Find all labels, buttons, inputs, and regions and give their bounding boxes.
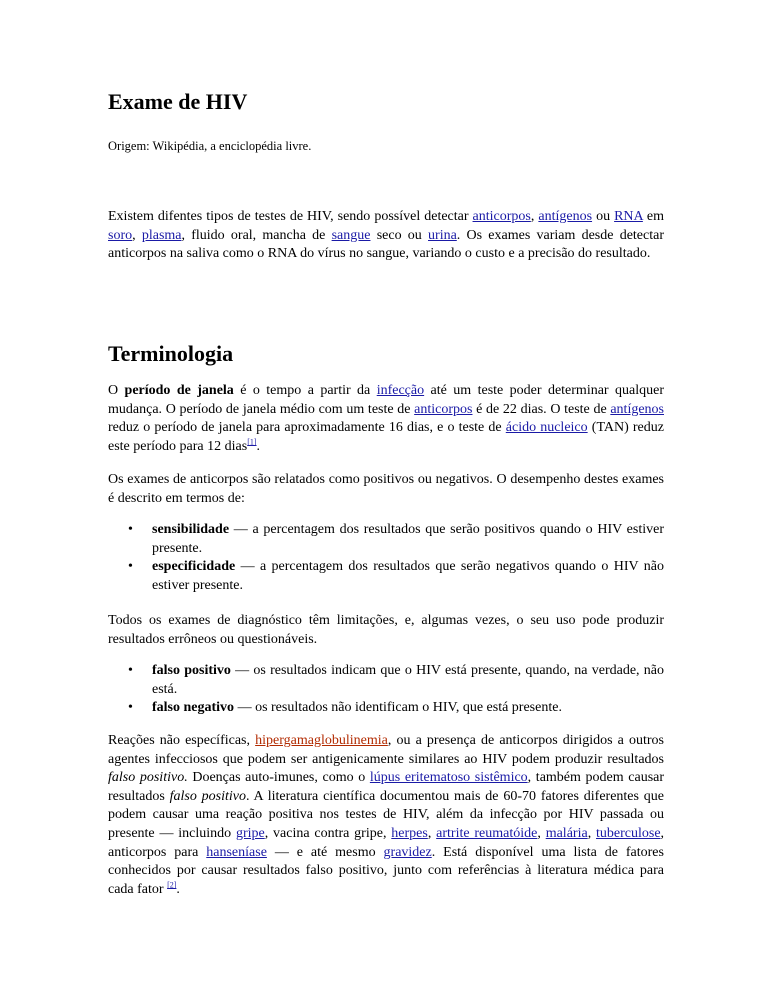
text: . bbox=[176, 881, 180, 897]
text: ou bbox=[592, 209, 615, 224]
link-hipergamaglobulinemia[interactable]: hipergamaglobulinemia bbox=[255, 733, 388, 748]
false-results-list bbox=[108, 662, 664, 718]
link-sangue[interactable]: sangue bbox=[331, 227, 371, 243]
text: , fluido oral, mancha de bbox=[181, 227, 332, 243]
link-herpes[interactable]: herpes bbox=[391, 825, 428, 841]
italic-text: falso positivo. bbox=[108, 770, 188, 786]
text: , ou a presença de anticorpos dirigidos a outros agentes infecciosos que podem ser antigenicamente similares ao HIV podem produzir resultados bbox=[108, 733, 664, 767]
link-infeccao[interactable]: infecção bbox=[376, 383, 425, 398]
section-heading-terminologia: Terminologia bbox=[108, 341, 234, 366]
bullet-icon: • bbox=[128, 559, 133, 575]
text: Doenças auto-imunes, como o bbox=[187, 770, 370, 786]
janela-paragraph bbox=[108, 382, 664, 456]
link-malaria[interactable]: malária bbox=[545, 825, 588, 841]
list-term: falso positivo bbox=[152, 663, 231, 678]
anticorpos-paragraph: Os exames de anticorpos são relatados como positivos ou negativos. O desempenho destes exames é descrito em termos de: bbox=[108, 472, 664, 506]
link-anticorpos-2[interactable]: anticorpos bbox=[414, 401, 473, 417]
list-desc: — a percentagem dos resultados que serão positivos quando o HIV estiver presente. bbox=[152, 522, 664, 556]
text: . Os exames variam desde detectar anticorpos na saliva como o RNA do vírus no sangue, variando o custo e a precisão do resultado. bbox=[108, 227, 664, 262]
text: . A literatura científica documentou mais de 60-70 fatores diferentes que podem causar uma reação positiva nos testes de HIV, além da infecção por HIV passada ou presente — incluindo bbox=[108, 788, 665, 841]
text: é o tempo a partir da bbox=[233, 383, 377, 398]
list-desc: — a percentagem dos resultados que serão negativos quando o HIV não estiver presente. bbox=[152, 559, 664, 593]
sensitivity-list bbox=[108, 521, 664, 595]
list-item bbox=[108, 558, 664, 595]
link-gripe[interactable]: gripe bbox=[235, 825, 265, 841]
link-soro[interactable]: soro bbox=[108, 227, 133, 243]
link-lupus[interactable]: lúpus eritematoso sistêmico bbox=[369, 770, 528, 786]
list-item bbox=[108, 521, 664, 558]
bullet-icon: • bbox=[128, 700, 133, 716]
text: O bbox=[108, 383, 125, 398]
link-artrite[interactable]: artrite reumatóide bbox=[436, 825, 538, 841]
list-desc: — os resultados indicam que o HIV está presente, quando, na verdade, não está. bbox=[152, 663, 664, 697]
list-desc: — os resultados não identificam o HIV, que está presente. bbox=[234, 700, 562, 716]
text: (TAN) reduz este período para 12 dias bbox=[108, 420, 664, 454]
limitacoes-paragraph: Todos os exames de diagnóstico têm limitações, e, algumas vezes, o seu uso pode produzir resultados errôneos ou questionáveis. bbox=[108, 613, 664, 647]
text: reduz o período de janela para aproximadamente 16 dias, e o teste de bbox=[108, 420, 506, 436]
italic-text: falso positivo bbox=[169, 788, 246, 804]
list-term: especificidade bbox=[152, 559, 236, 575]
link-anticorpos[interactable]: anticorpos bbox=[472, 209, 531, 224]
text: , bbox=[530, 209, 539, 224]
link-gravidez[interactable]: gravidez bbox=[383, 844, 432, 860]
list-term: sensibilidade bbox=[152, 522, 230, 537]
text: . Está disponível uma lista de fatores conhecidos por causar resultados falso positivo, junto com referências à literatura médica para cada fator bbox=[108, 844, 664, 897]
link-acido-nucleico[interactable]: ácido nucleico bbox=[505, 420, 588, 436]
intro-paragraph bbox=[108, 208, 664, 264]
text: Reações não específicas, bbox=[108, 733, 256, 748]
link-urina[interactable]: urina bbox=[428, 227, 457, 243]
text: , também podem causar resultados bbox=[108, 770, 665, 804]
text: , anticorpos para bbox=[108, 825, 665, 860]
text: , bbox=[427, 825, 437, 841]
link-plasma[interactable]: plasma bbox=[141, 227, 182, 243]
text: em bbox=[642, 209, 664, 224]
bold-term: período de janela bbox=[124, 383, 234, 398]
text: , bbox=[537, 825, 546, 841]
bullet-icon: • bbox=[128, 522, 133, 537]
reference-2[interactable]: [2] bbox=[167, 880, 177, 890]
link-antigenos-2[interactable]: antígenos bbox=[610, 401, 664, 417]
link-hanseniase[interactable]: hanseníase bbox=[206, 844, 267, 860]
text: é de 22 dias. O teste de bbox=[472, 401, 611, 417]
list-term: falso negativo bbox=[152, 700, 235, 716]
origin-line: Origem: Wikipédia, a enciclopédia livre. bbox=[108, 139, 312, 153]
text: — e até mesmo bbox=[266, 844, 384, 860]
link-tuberculose[interactable]: tuberculose bbox=[596, 825, 661, 841]
text: , vacina contra gripe, bbox=[264, 825, 392, 841]
link-rna[interactable]: RNA bbox=[614, 209, 643, 224]
text: , bbox=[132, 227, 142, 243]
text: seco ou bbox=[370, 227, 429, 243]
text: . bbox=[256, 438, 261, 454]
list-item bbox=[108, 662, 664, 699]
bullet-icon: • bbox=[128, 663, 133, 678]
reference-1[interactable]: [1] bbox=[247, 437, 257, 447]
link-antigenos[interactable]: antígenos bbox=[538, 209, 593, 224]
text: , bbox=[587, 825, 597, 841]
list-item bbox=[108, 699, 664, 718]
page-title: Exame de HIV bbox=[108, 89, 248, 114]
reacoes-paragraph bbox=[108, 732, 664, 899]
text: até um teste poder determinar qualquer mudança. O período de janela médio com um teste de bbox=[108, 383, 664, 417]
text: Existem difentes tipos de testes de HIV, sendo possível detectar bbox=[108, 209, 473, 224]
